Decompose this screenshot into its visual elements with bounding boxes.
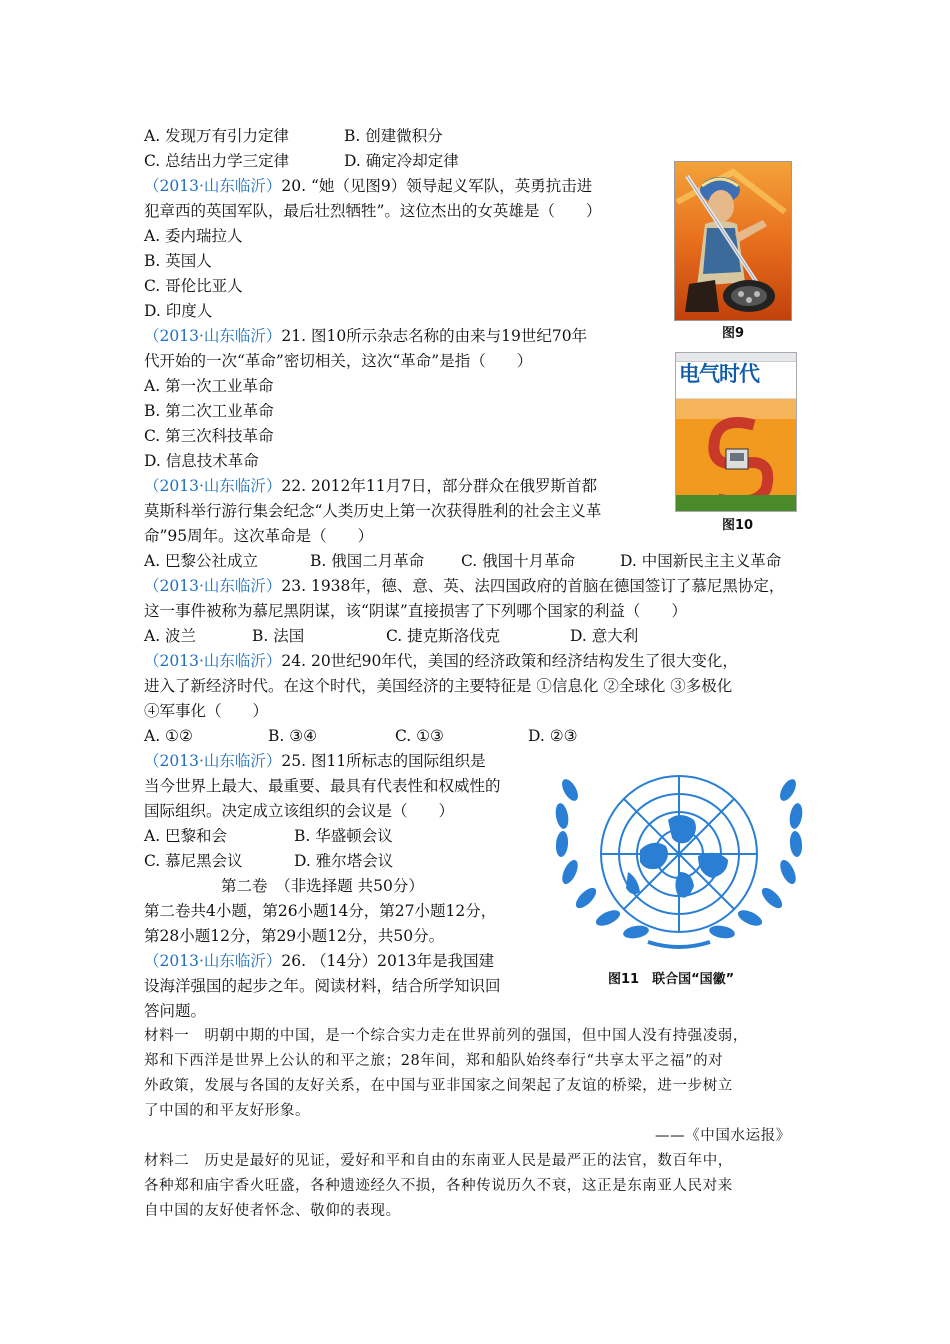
- q23-stem-line1: （2013·山东临沂）23. 1938年，德、意、英、法四国政府的首脑在德国签订了慕尼黑协定，: [144, 577, 785, 595]
- figure-9-caption: 图9: [722, 326, 745, 341]
- q25-options-row1: [144, 826, 393, 846]
- part2-desc-line1: 第二卷共4小题，第26小题14分，第27小题12分，: [144, 902, 497, 920]
- q24-source: （2013·山东临沂）: [144, 652, 282, 670]
- q20-option-c: C. 哥伦比亚人: [144, 277, 243, 295]
- q22-source: （2013·山东临沂）: [144, 477, 282, 495]
- q24-option-d: D. ②③: [528, 727, 578, 745]
- q22-stem-line1: （2013·山东临沂）22. 2012年11月7日，部分群众在俄罗斯首都: [144, 477, 597, 495]
- q24-option-c: C. ①③: [395, 727, 444, 745]
- q25-options-row2: [144, 851, 394, 871]
- q22-option-d: D. 中国新民主主义革命: [620, 552, 782, 570]
- woman-warrior-illustration: [675, 162, 791, 320]
- q26-source: （2013·山东临沂）: [144, 952, 282, 970]
- material1-line4: 了中国的和平友好形象。: [144, 1103, 311, 1119]
- q25-option-c: C. 慕尼黑会议: [144, 852, 243, 870]
- q19-options-row1: [144, 126, 443, 146]
- q25-option-a: A. 巴黎和会: [144, 827, 228, 845]
- q21-stem-line1: （2013·山东临沂）21. 图10所示杂志名称的由来与19世纪70年: [144, 327, 588, 345]
- q19-option-a: A. 发现万有引力定律: [144, 127, 290, 145]
- q22-stem-line2: 莫斯科举行游行集会纪念“人类历史上第一次获得胜利的社会主义革: [144, 502, 602, 520]
- q25-source: （2013·山东临沂）: [144, 752, 282, 770]
- q23-options: [144, 626, 639, 646]
- q24-stem-line2: 进入了新经济时代。在这个时代，美国经济的主要特征是 ①信息化 ②全球化 ③多极化: [144, 677, 733, 695]
- q19-option-c: C. 总结出力学三定律: [144, 152, 290, 170]
- q21-option-a: A. 第一次工业革命: [144, 377, 274, 395]
- magazine-title: 电气时代: [676, 362, 796, 386]
- part2-desc-line2: 第28小题12分，第29小题12分，共50分。: [144, 927, 445, 945]
- material1-line3: 外政策，发展与各国的友好关系，在中国与亚非国家之间架起了友谊的桥梁，进一步树立: [144, 1078, 733, 1094]
- q23-option-b: B. 法国: [252, 627, 305, 645]
- q20-option-b: B. 英国人: [144, 252, 212, 270]
- q21-source: （2013·山东临沂）: [144, 327, 282, 345]
- q22-option-b: B. 俄国二月革命: [310, 552, 425, 570]
- q23-option-c: C. 捷克斯洛伐克: [386, 627, 501, 645]
- q26-stem-line1: （2013·山东临沂）26. （14分）2013年是我国建: [144, 952, 495, 970]
- magazine-subtitle-strip: [676, 386, 796, 399]
- q21-stem-line2: 代开始的一次“革命”密切相关，这次“革命”是指（ ）: [144, 352, 533, 370]
- q26-stem-line3: 答问题。: [144, 1002, 207, 1020]
- un-emblem-icon: [548, 760, 810, 960]
- q19-options-row2: [144, 151, 459, 171]
- q20-option-a: A. 委内瑞拉人: [144, 227, 243, 245]
- q25-stem-line3: 国际组织。决定成立该组织的会议是（ ）: [144, 802, 455, 820]
- q20-stem-line2: 犯章西的英国军队，最后壮烈牺牲”。这位杰出的女英雄是（ ）: [144, 202, 602, 220]
- q25-stem-line2: 当今世界上最大、最重要、最具有代表性和权威性的: [144, 777, 501, 795]
- q23-option-d: D. 意大利: [570, 627, 639, 645]
- part2-title: 第二卷 （非选择题 共50分）: [221, 877, 424, 895]
- magazine-top-strip: [676, 353, 796, 362]
- material1-line2: 郑和下西洋是世界上公认的和平之旅；28年间，郑和船队始终奉行“共享太平之福”的对: [144, 1053, 724, 1069]
- magazine-cover-art: [676, 399, 796, 512]
- material2-line3: 自中国的友好使者怀念、敬仰的表现。: [144, 1203, 401, 1219]
- q24-stem-line3: ④军事化（ ）: [144, 702, 269, 720]
- q23-stem-line2: 这一事件被称为慕尼黑阴谋，该“阴谋”直接损害了下列哪个国家的利益（ ）: [144, 602, 687, 620]
- q22-option-c: C. 俄国十月革命: [461, 552, 576, 570]
- figure-9-image: [674, 161, 792, 321]
- q20-source: （2013·山东临沂）: [144, 177, 282, 195]
- figure-10-image: [675, 352, 797, 512]
- q24-option-b: B. ③④: [268, 727, 318, 745]
- q21-option-d: D. 信息技术革命: [144, 452, 259, 470]
- q25-option-d: D. 雅尔塔会议: [294, 852, 394, 870]
- material2-line2: 各种郑和庙宇香火旺盛，各种遗迹经久不损，各种传说历久不衰，这正是东南亚人民对来: [144, 1178, 733, 1194]
- q25-option-b: B. 华盛顿会议: [294, 827, 393, 845]
- figure-11-caption: 图11 联合国“国徽”: [608, 972, 735, 987]
- q19-option-d: D. 确定冷却定律: [344, 152, 459, 170]
- q25-stem-line1: （2013·山东临沂）25. 图11所标志的国际组织是: [144, 752, 486, 770]
- q23-option-a: A. 波兰: [144, 627, 197, 645]
- q24-option-a: A. ①②: [144, 727, 193, 745]
- material1-citation: ——《中国水运报》: [655, 1128, 791, 1144]
- q22-option-a: A. 巴黎公社成立: [144, 552, 259, 570]
- q19-option-b: B. 创建微积分: [344, 127, 443, 145]
- q24-stem-line1: （2013·山东临沂）24. 20世纪90年代，美国的经济政策和经济结构发生了很大变化，: [144, 652, 738, 670]
- figure-10-caption: 图10: [722, 518, 754, 533]
- q22-stem-line3: 命”95周年。这次革命是（ ）: [144, 527, 374, 545]
- q21-option-b: B. 第二次工业革命: [144, 402, 274, 420]
- figure-11-image: [548, 760, 810, 960]
- q26-stem-line2: 设海洋强国的起步之年。阅读材料，结合所学知识回: [144, 977, 501, 995]
- q22-options: [144, 551, 782, 571]
- q20-stem-line1: （2013·山东临沂）20. “她（见图9）领导起义军队，英勇抗击进: [144, 177, 593, 195]
- q23-source: （2013·山东临沂）: [144, 577, 282, 595]
- material2-line1: 材料二 历史是最好的见证，爱好和平和自由的东南亚人民是最严正的法官，数百年中，: [144, 1153, 733, 1169]
- q24-options: [144, 726, 578, 746]
- q20-option-d: D. 印度人: [144, 302, 213, 320]
- q21-option-c: C. 第三次科技革命: [144, 427, 274, 445]
- material1-line1: 材料一 明朝中期的中国，是一个综合实力走在世界前列的强国，但中国人没有持强凌弱，: [144, 1028, 748, 1044]
